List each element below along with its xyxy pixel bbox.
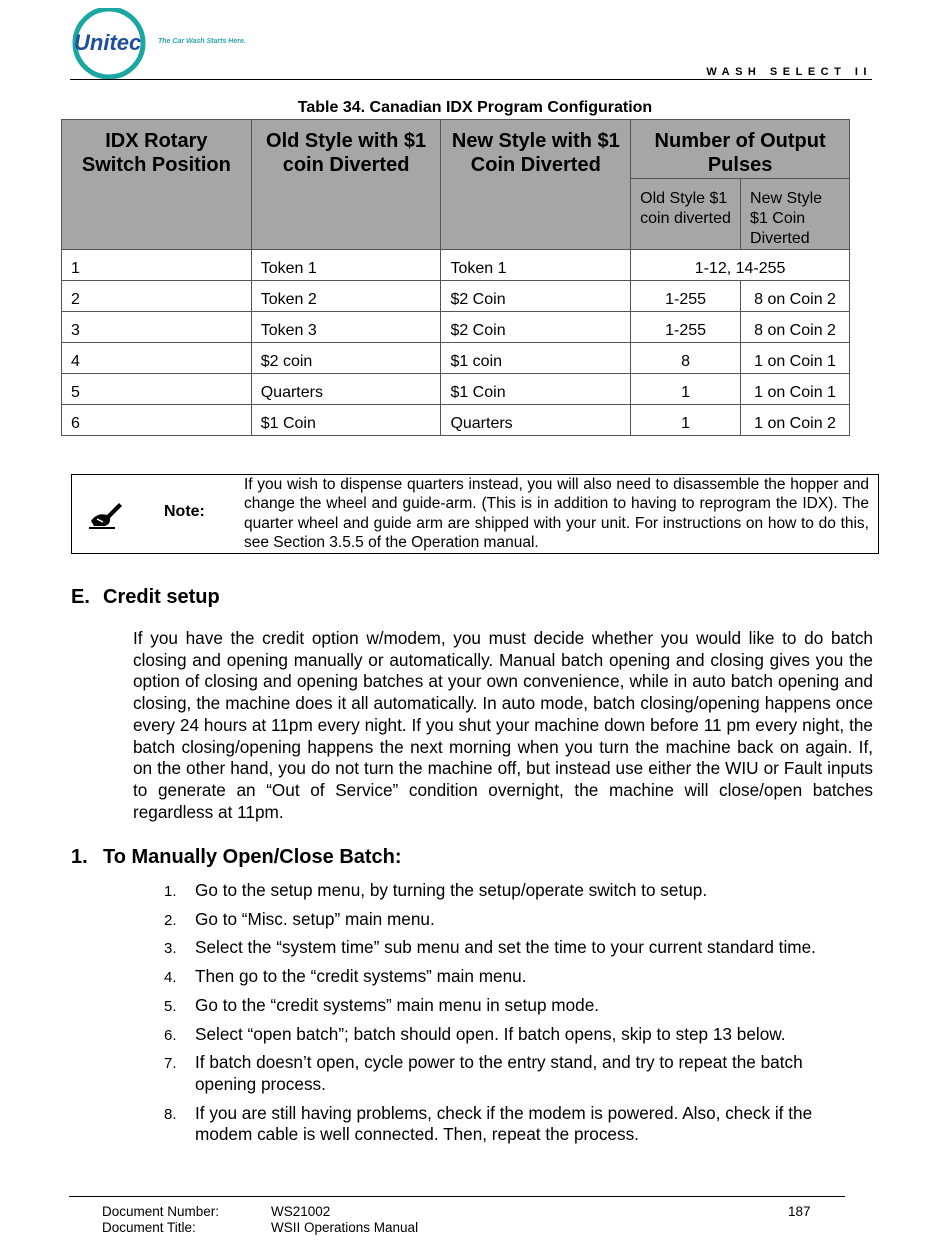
note-text: If you wish to dispense quarters instead, you will also need to disassemble the hopper and change the wheel and guide-arm. (This is in addition to having to reprogram the IDX). The quarter wheel and guide arm are shipped with your unit. For instructions on how to do this, see Section 3.5.5 of the Operation manual. [244,476,869,551]
header-output-pulses: Number of Output Pulses [631,120,850,179]
table-row [62,374,850,405]
header-old-style: Old Style with $1 coin Diverted [251,120,441,250]
cell-pulses-new: 1 on Coin 1 [741,374,850,405]
logo-text: Unitec [74,30,142,55]
list-item: 1. Go to the setup menu, by turning the setup/operate switch to setup. [164,880,708,900]
cell-position: 6 [62,405,252,436]
footer-rule [69,1196,845,1197]
idx-configuration-table [61,119,850,436]
list-item: 7. If batch doesn’t open, cycle power to the entry stand, and try to repeat the batch opening process. [164,1052,803,1094]
credit-setup-paragraph: If you have the credit option w/modem, you must decide whether you would like to do batch closing and opening manually or automatically. Manual batch opening and closing gives you the option of closing and opening batches at your own convenience, while in auto batch opening and closing, the machine does it all automatically. In auto mode, batch closing/opening happens once every 24 hours at 11pm every night. If you shut your machine down before 11 pm every night, the batch closing/opening happens the next morning when you turn the machine back on again. If, on the other hand, you do not turn the machine off, but instead use either the WIU or Fault inputs to generate an “Out of Service” condition overnight, the machine will close/open batches regardless at 11pm. [133,628,873,822]
cell-old-style: Token 2 [251,281,441,312]
table-row [62,343,850,374]
cell-old-style: $2 coin [251,343,441,374]
table-row [62,281,850,312]
list-item: 8. If you are still having problems, check if the modem is powered. Also, check if the modem cable is well connected. Then, repeat the process. [164,1102,813,1145]
section-e-heading [71,586,220,609]
cell-pulses: 1-12, 14-255 [631,250,850,281]
cell-pulses-old: 1-255 [631,281,741,312]
cell-pulses-new: 1 on Coin 2 [741,405,850,436]
cell-pulses-new: 1 on Coin 1 [741,343,850,374]
logo-tagline: The Car Wash Starts Here. [158,38,246,45]
header-new-style: New Style with $1 Coin Diverted [441,120,631,250]
header-series-title: WASH SELECT II [706,66,872,78]
cell-new-style: $2 Coin [441,281,631,312]
footer-doc-number-label: Document Number: [102,1204,220,1219]
section-1-heading [71,846,402,869]
cell-pulses-old: 1 [631,374,741,405]
cell-old-style: Token 3 [251,312,441,343]
list-item: 5. Go to the “credit systems” main menu in setup mode. [164,994,600,1015]
cell-new-style: Quarters [441,405,631,436]
footer-doc-title-label: Document Title: [102,1220,196,1235]
cell-pulses-old: 1-255 [631,312,741,343]
cell-position: 4 [62,343,252,374]
cell-pulses-new: 8 on Coin 2 [741,281,850,312]
cell-new-style: $2 Coin [441,312,631,343]
footer-doc-title: WSII Operations Manual [271,1220,419,1235]
list-item: 6. Select “open batch”; batch should open. If batch opens, skip to step 13 below. [164,1023,786,1044]
cell-new-style: $1 coin [441,343,631,374]
section-1-number: 1. [71,846,88,868]
manual-batch-steps [164,880,864,1146]
header-rule [70,79,872,80]
subheader-new-style: New Style $1 Coin Diverted [741,179,850,250]
list-item: 4. Then go to the “credit systems” main menu. [164,966,527,987]
cell-position: 1 [62,250,252,281]
table-row [62,405,850,436]
table-caption: Table 34. Canadian IDX Program Configuration [297,99,653,116]
section-e-number: E. [71,586,90,608]
footer-page-number: 187 [788,1204,811,1219]
cell-pulses-old: 1 [631,405,741,436]
cell-position: 3 [62,312,252,343]
section-e-title: Credit setup [103,586,220,608]
list-item: 3. Select the “system time” sub menu and set the time to your current standard time. [164,937,816,958]
footer-doc-number: WS21002 [271,1204,331,1219]
subheader-old-style: Old Style $1 coin diverted [631,179,741,250]
list-item: 2. Go to “Misc. setup” main menu. [164,908,435,929]
cell-pulses-new: 8 on Coin 2 [741,312,850,343]
cell-position: 5 [62,374,252,405]
note-label: Note: [164,503,205,520]
table-row [62,250,850,281]
cell-new-style: $1 Coin [441,374,631,405]
table-row [62,312,850,343]
cell-old-style: $1 Coin [251,405,441,436]
cell-old-style: Token 1 [251,250,441,281]
header-idx-position: IDX Rotary Switch Position [62,120,252,250]
cell-new-style: Token 1 [441,250,631,281]
cell-pulses-old: 8 [631,343,741,374]
cell-old-style: Quarters [251,374,441,405]
cell-position: 2 [62,281,252,312]
writing-hand-icon [85,495,125,531]
section-1-title: To Manually Open/Close Batch: [103,846,402,868]
